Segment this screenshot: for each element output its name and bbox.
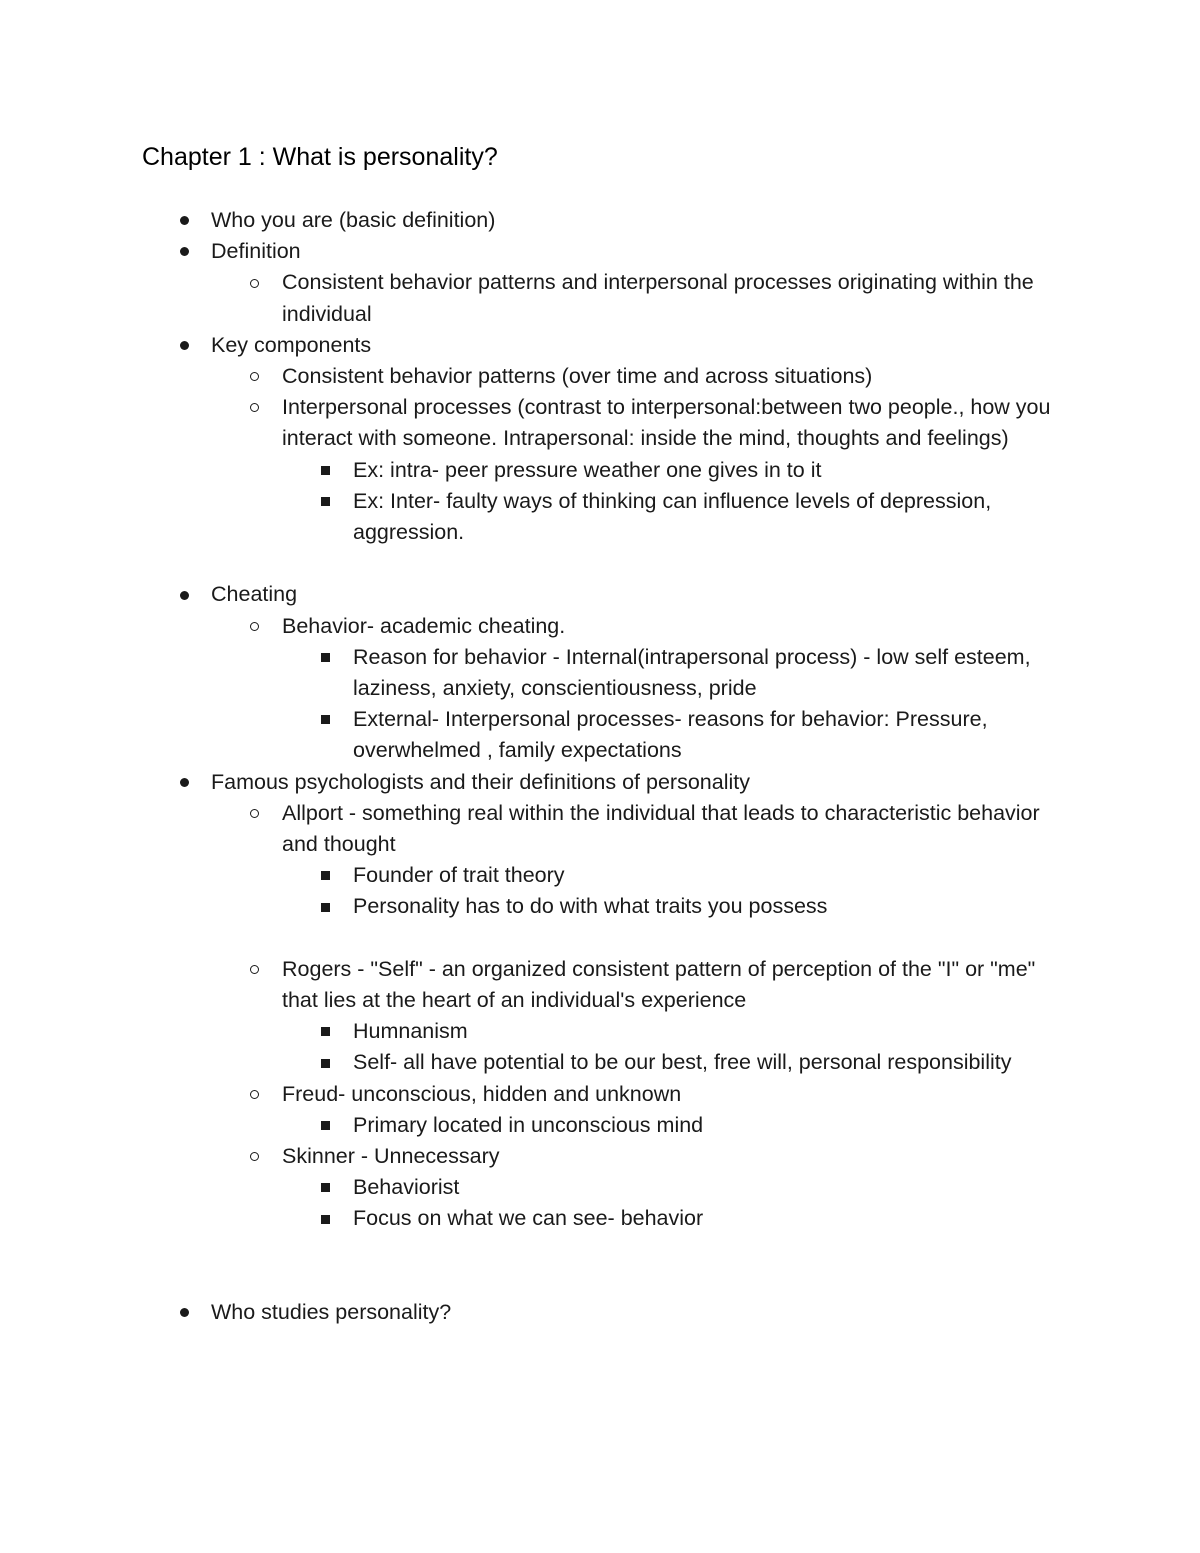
list-item-text: Definition bbox=[211, 239, 301, 264]
bullet-square-icon bbox=[317, 1172, 333, 1203]
list-item-text: Ex: intra- peer pressure weather one gives in to it bbox=[353, 457, 822, 482]
bullet-square-icon bbox=[317, 1047, 333, 1078]
bullet-circle-icon bbox=[246, 267, 262, 298]
bullet-circle-icon bbox=[246, 954, 262, 985]
bullet-square-icon bbox=[317, 704, 333, 735]
bullet-square-icon bbox=[317, 642, 333, 673]
list-item bbox=[0, 891, 1200, 922]
list-item bbox=[0, 1079, 1200, 1110]
list-item bbox=[0, 860, 1200, 891]
list-item bbox=[0, 205, 1200, 236]
bullet-circle-icon bbox=[246, 1141, 262, 1172]
list-item bbox=[0, 1047, 1200, 1078]
list-item bbox=[0, 1172, 1200, 1203]
bullet-dot-icon bbox=[176, 1297, 192, 1328]
list-item bbox=[0, 798, 1200, 860]
list-item-text: Primary located in unconscious mind bbox=[353, 1112, 704, 1137]
list-item bbox=[0, 954, 1200, 1016]
list-item-text: Behaviorist bbox=[353, 1175, 460, 1200]
bullet-square-icon bbox=[317, 860, 333, 891]
bullet-circle-icon bbox=[246, 611, 262, 642]
list-item-text: Who you are (basic definition) bbox=[211, 208, 496, 232]
list-item-text: Behavior- academic cheating. bbox=[282, 613, 566, 638]
list-item bbox=[0, 579, 1200, 610]
bullet-dot-icon bbox=[176, 767, 192, 798]
list-item bbox=[0, 486, 1200, 548]
list-item-text: External- Interpersonal processes- reasons for behavior: Pressure, overwhelmed , family expectations bbox=[353, 707, 988, 763]
list-item-text: Allport - something real within the individual that leads to characteristic behavior and thought bbox=[282, 800, 1040, 857]
list-item-text: Freud- unconscious, hidden and unknown bbox=[282, 1081, 682, 1106]
list-item bbox=[0, 1203, 1200, 1234]
list-item bbox=[0, 1110, 1200, 1141]
bullet-dot-icon bbox=[176, 330, 192, 361]
bullet-square-icon bbox=[317, 1110, 333, 1141]
list-item bbox=[0, 236, 1200, 267]
list-item-text: Founder of trait theory bbox=[353, 863, 565, 888]
list-item-text: Self- all have potential to be our best, free will, personal responsibility bbox=[353, 1050, 1012, 1075]
list-item bbox=[0, 704, 1200, 766]
list-item-text: Cheating bbox=[211, 582, 298, 607]
list-item-text: Skinner - Unnecessary bbox=[282, 1144, 500, 1169]
list-item bbox=[0, 267, 1200, 329]
bullet-square-icon bbox=[317, 1016, 333, 1047]
list-item-text: Famous psychologists and their definitions of personality bbox=[211, 769, 750, 794]
bullet-circle-icon bbox=[246, 798, 262, 829]
list-item bbox=[0, 330, 1200, 361]
bullet-square-icon bbox=[317, 486, 333, 517]
list-item-text: Consistent behavior patterns (over time and across situations) bbox=[282, 364, 873, 389]
bullet-square-icon bbox=[317, 1203, 333, 1234]
blank-line bbox=[0, 548, 1200, 579]
list-item bbox=[0, 361, 1200, 392]
list-item-text: Focus on what we can see- behavior bbox=[353, 1206, 704, 1231]
list-item bbox=[0, 392, 1200, 454]
list-item-text: Who studies personality? bbox=[211, 1300, 452, 1325]
list-item-text: Humnanism bbox=[353, 1019, 468, 1044]
list-item bbox=[0, 455, 1200, 486]
list-item-text: Consistent behavior patterns and interpersonal processes originating within the individual bbox=[282, 270, 1034, 326]
outline-list bbox=[0, 205, 1200, 1328]
blank-line bbox=[0, 1235, 1200, 1297]
bullet-dot-icon bbox=[176, 579, 192, 610]
list-item bbox=[0, 1297, 1200, 1328]
list-item bbox=[0, 642, 1200, 704]
bullet-dot-icon bbox=[176, 205, 192, 236]
list-item bbox=[0, 611, 1200, 642]
bullet-dot-icon bbox=[176, 236, 192, 267]
list-item bbox=[0, 767, 1200, 798]
list-item-text: Personality has to do with what traits you possess bbox=[353, 894, 828, 919]
list-item-text: Ex: Inter- faulty ways of thinking can influence levels of depression, aggression. bbox=[353, 488, 992, 545]
page-title: Chapter 1 : What is personality? bbox=[142, 143, 498, 171]
bullet-circle-icon bbox=[246, 392, 262, 423]
list-item-text: Reason for behavior - Internal(intrapersonal process) - low self esteem, laziness, anxiety, conscientiousness, pride bbox=[353, 644, 1031, 701]
list-item-text: Key components bbox=[211, 332, 372, 357]
list-item bbox=[0, 1016, 1200, 1047]
blank-line bbox=[0, 923, 1200, 954]
list-item bbox=[0, 1141, 1200, 1172]
list-item-text: Interpersonal processes (contrast to interpersonal:between two people., how you interact with someone. Intrapersonal: inside the mind, thoughts and feelings) bbox=[282, 395, 1051, 451]
list-item-text: Rogers - "Self" - an organized consistent pattern of perception of the "I" or "me" that lies at the heart of an individual's experience bbox=[282, 956, 1036, 1013]
bullet-circle-icon bbox=[246, 361, 262, 392]
bullet-square-icon bbox=[317, 455, 333, 486]
bullet-circle-icon bbox=[246, 1079, 262, 1110]
bullet-square-icon bbox=[317, 891, 333, 922]
